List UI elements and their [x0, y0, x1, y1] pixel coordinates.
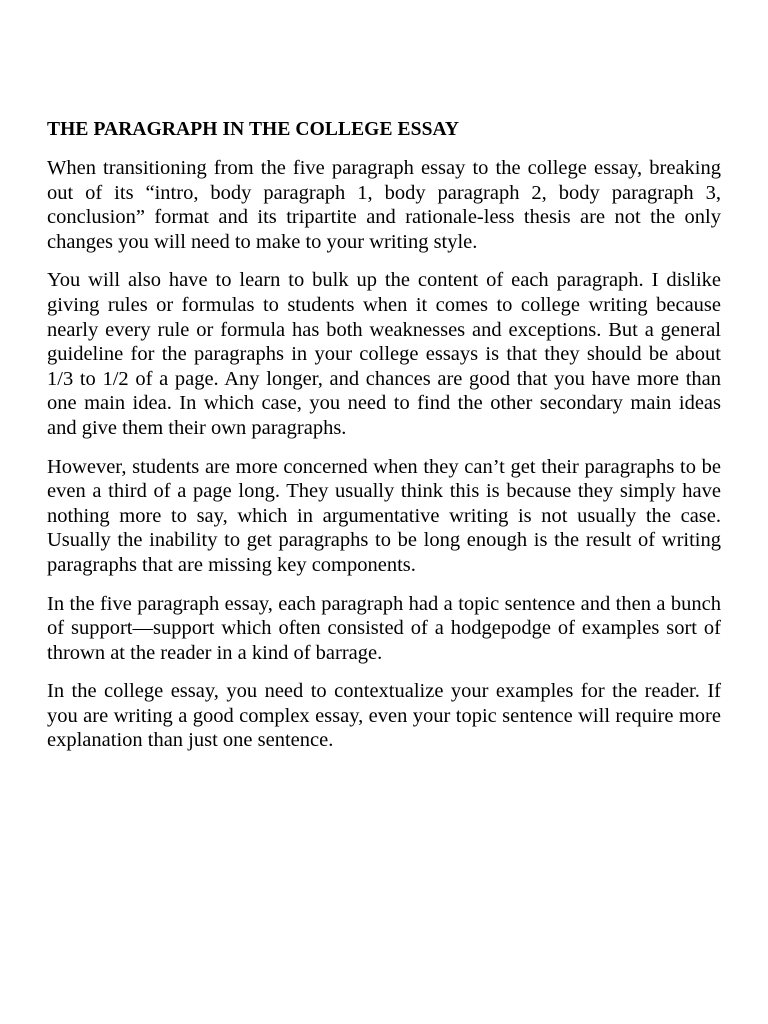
document-page — [47, 118, 721, 767]
paragraph-five-paragraph-essay: In the five paragraph essay, each paragraph had a topic sentence and then a bunch of support—support which often consisted of a hodgepodge of examples sort of thrown at the reader in a kind of barrage. — [47, 592, 721, 664]
document-title: THE PARAGRAPH IN THE COLLEGE ESSAY — [47, 119, 460, 140]
paragraph-student-concerns: However, students are more concerned when they can’t get their paragraphs to be even a third of a page long. They usually think this is because they simply have nothing more to say, which in argumentative writing is not usually the case. Usually the inability to get paragraphs to be long enough is the result of writing paragraphs that are missing key components. — [47, 455, 721, 576]
paragraph-college-essay: In the college essay, you need to contextualize your examples for the reader. If you are writing a good complex essay, even your topic sentence will require more explanation than just one sentence. — [47, 680, 721, 752]
paragraph-intro: When transitioning from the five paragraph essay to the college essay, breaking out of its “intro, body paragraph 1, body paragraph 2, body paragraph 3, conclusion” format and its tripartite and rationale-less thesis are not the only changes you will need to make to your writing style. — [47, 157, 721, 253]
paragraph-length-guideline: You will also have to learn to bulk up the content of each paragraph. I dislike giving rules or formulas to students when it comes to college writing because nearly every rule or formula has both weaknesses and exceptions. But a general guideline for the paragraphs in your college essays is that they should be about 1/3 to 1/2 of a page. Any longer, and chances are good that you have more than one main idea. In which case, you need to find the other secondary main ideas and give them their own paragraphs. — [47, 269, 721, 439]
